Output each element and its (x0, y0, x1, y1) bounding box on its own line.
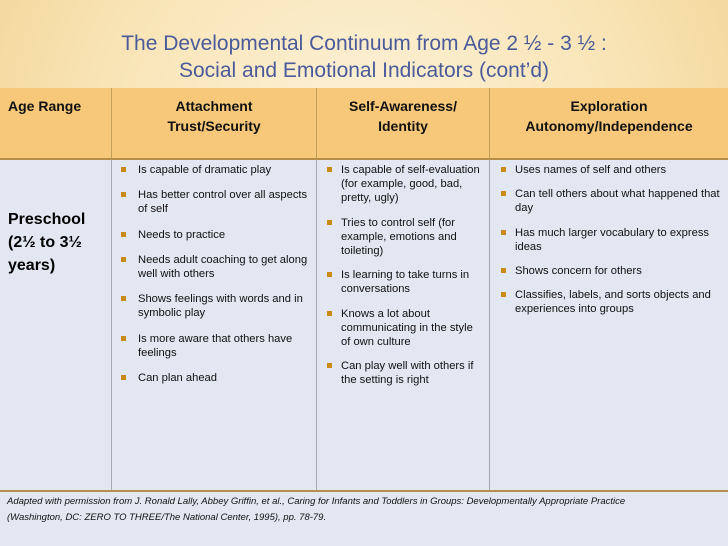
bullet-icon (121, 232, 126, 237)
continuum-table (0, 88, 728, 546)
bullet-icon (501, 230, 506, 235)
list-item (325, 268, 485, 296)
list-item (118, 163, 312, 177)
item-text: Is capable of self-evaluation (for example, good, bad, pretty, ugly) (341, 164, 480, 205)
attachment-cell (112, 160, 317, 490)
footnote-line-2: (Washington, DC: ZERO TO THREE/The National Center, 1995), pp. 78-79. (7, 512, 327, 523)
item-text: Is more aware that others have feelings (138, 332, 293, 359)
self-awareness-cell (317, 160, 490, 490)
bullet-icon (121, 375, 126, 380)
bullet-icon (501, 268, 506, 273)
list-item (499, 288, 724, 316)
header-attachment-line2: Trust/Security (167, 118, 261, 134)
title-line-2: Social and Emotional Indicators (cont’d) (178, 59, 550, 82)
bullet-icon (327, 363, 332, 368)
list-item (118, 371, 312, 385)
bullet-icon (327, 220, 332, 225)
item-text: Uses names of self and others (515, 164, 667, 176)
footnote-line-1: Adapted with permission from J. Ronald Lally, Abbey Griffin, et al., Caring for Infants and Toddlers in Groups: Developmentally Appropriate Practice (7, 496, 626, 507)
age-line-3: years) (8, 257, 56, 274)
list-item (118, 228, 312, 242)
header-self-awareness (317, 88, 490, 158)
bullet-icon (501, 191, 506, 196)
bullet-icon (501, 292, 506, 297)
header-self-line2: Identity (378, 118, 428, 134)
header-exploration (490, 88, 728, 158)
age-line-1: Preschool (8, 211, 86, 228)
item-text: Is learning to take turns in conversations (341, 269, 470, 296)
slide-title (0, 30, 728, 84)
item-text: Tries to control self (for example, emotions and toileting) (341, 216, 457, 258)
bullet-icon (121, 192, 126, 197)
title-line-1: The Developmental Continuum from Age 2 ½ - 3 ½ : (121, 32, 607, 55)
list-item (499, 226, 724, 254)
bullet-icon (121, 167, 126, 172)
item-text: Can plan ahead (138, 372, 218, 385)
list-item (499, 264, 724, 278)
bullet-icon (327, 167, 332, 172)
item-text: Can play well with others if the setting is right (341, 360, 474, 387)
item-text: Needs to practice (138, 228, 226, 241)
list-item (325, 359, 485, 387)
bullet-icon (121, 336, 126, 341)
header-attachment-line1: Attachment (175, 98, 253, 114)
header-age-range (0, 88, 112, 158)
footer-divider (0, 490, 728, 492)
header-exploration-line2: Autonomy/Independence (525, 118, 693, 134)
bullet-icon (121, 296, 126, 301)
exploration-cell (490, 160, 728, 490)
age-range-label (8, 208, 112, 277)
list-item (325, 163, 485, 206)
item-text: Knows a lot about communicating in the style of own culture (341, 307, 473, 349)
citation-footnote (7, 494, 719, 526)
item-text: Can tell others about what happened that day (515, 188, 720, 215)
bullet-icon (121, 257, 126, 262)
bullet-icon (327, 311, 332, 316)
list-item (118, 253, 312, 281)
age-line-2: (2½ to 3½ (8, 234, 82, 251)
bullet-icon (501, 167, 506, 172)
list-item (325, 307, 485, 350)
header-exploration-line1: Exploration (570, 98, 648, 114)
age-range-cell (0, 160, 112, 490)
list-item (325, 216, 485, 259)
item-text: Classifies, labels, and sorts objects and experiences into groups (515, 289, 711, 316)
item-text: Shows feelings with words and in symbolic play (138, 293, 303, 320)
list-item (118, 332, 312, 360)
item-text: Has much larger vocabulary to express ideas (515, 226, 710, 253)
item-text: Has better control over all aspects of self (138, 189, 308, 216)
item-text: Shows concern for others (515, 265, 642, 278)
list-item (499, 187, 724, 215)
header-self-line1: Self-Awareness/ (349, 98, 457, 114)
list-item (499, 163, 724, 177)
header-attachment (112, 88, 317, 158)
list-item (118, 188, 312, 216)
header-age-range-label: Age Range (8, 98, 82, 114)
bullet-icon (327, 272, 332, 277)
item-text: Needs adult coaching to get along well with others (138, 253, 308, 281)
item-text: Is capable of dramatic play (138, 164, 272, 176)
list-item (118, 292, 312, 320)
